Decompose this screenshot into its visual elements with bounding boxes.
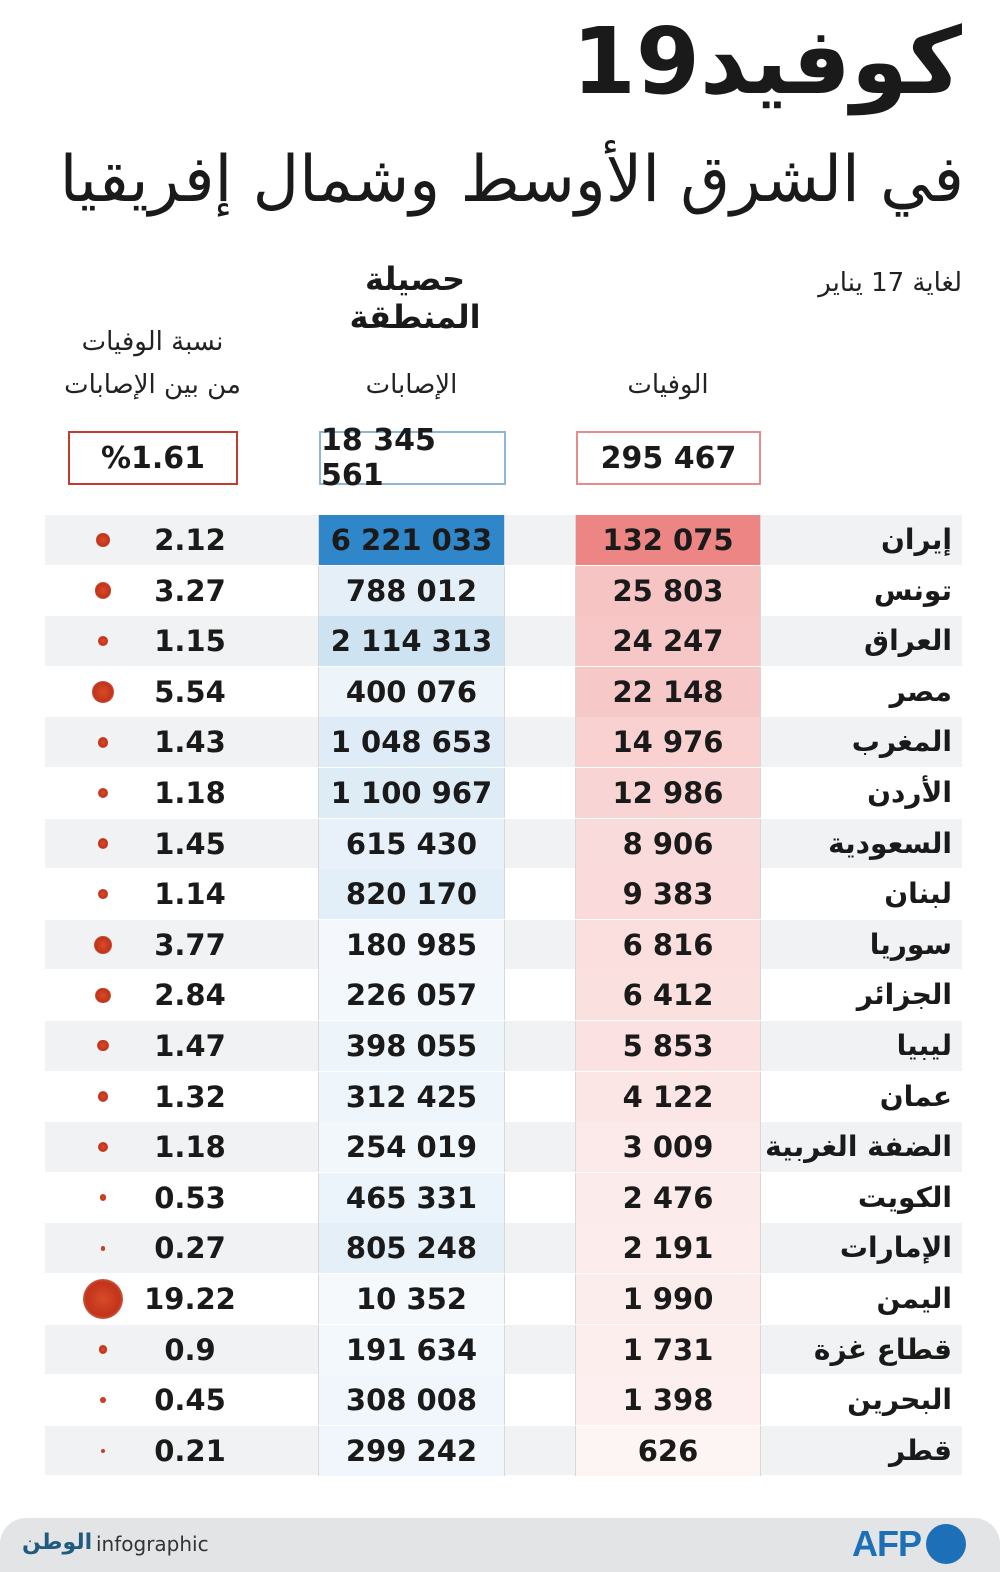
- deaths-value: 4 122: [575, 1072, 761, 1122]
- table-row: [45, 768, 962, 819]
- table-row: [45, 1325, 962, 1376]
- country-name: السعودية: [828, 826, 952, 860]
- country-name: البحرين: [847, 1383, 952, 1417]
- death-rate-dot: [95, 988, 110, 1003]
- cases-value: 226 057: [318, 970, 505, 1020]
- death-rate-dot: [101, 1246, 106, 1251]
- total-cases: 18 345 561: [319, 431, 506, 485]
- death-rate-dot-wrap: [75, 616, 131, 666]
- cases-value: 465 331: [318, 1173, 505, 1223]
- country-name: اليمن: [876, 1281, 952, 1315]
- death-rate-dot-wrap: [75, 1325, 131, 1375]
- death-rate-dot-wrap: [75, 1173, 131, 1223]
- page-subtitle: في الشرق الأوسط وشمال إفريقيا: [59, 143, 964, 217]
- cases-value: 254 019: [318, 1122, 505, 1172]
- table-row: [45, 1122, 962, 1173]
- death-rate-dot-wrap: [75, 717, 131, 767]
- death-rate-dot: [94, 936, 112, 954]
- death-rate-value: 1.15: [154, 624, 226, 659]
- death-rate-dot: [100, 1194, 107, 1201]
- death-rate-dot: [98, 889, 108, 899]
- table-row: [45, 667, 962, 718]
- country-name: إيران: [880, 523, 952, 556]
- death-rate-dot-wrap: [75, 920, 131, 970]
- country-name: الكويت: [857, 1180, 952, 1214]
- death-rate-dot: [98, 838, 109, 849]
- death-rate-dot: [97, 1040, 108, 1051]
- table-row: [45, 1274, 962, 1325]
- brand-tag: infographic: [96, 1532, 209, 1556]
- country-name: قطر: [888, 1433, 952, 1467]
- country-name: الإمارات: [839, 1231, 952, 1265]
- cases-value: 1 100 967: [318, 768, 505, 818]
- cases-value: 398 055: [318, 1021, 505, 1071]
- death-rate-value: 1.43: [154, 725, 226, 760]
- death-rate-dot: [98, 636, 108, 646]
- total-death-rate: %1.61: [68, 431, 238, 485]
- table-row: [45, 920, 962, 971]
- death-rate-dot-wrap: [75, 515, 131, 565]
- death-rate-dot: [100, 1397, 106, 1403]
- death-rate-value: 1.14: [154, 877, 226, 912]
- deaths-value: 8 906: [575, 819, 761, 869]
- deaths-column-header: الوفيات: [627, 370, 709, 400]
- cases-value: 820 170: [318, 869, 505, 919]
- deaths-value: 5 853: [575, 1021, 761, 1071]
- cases-value: 788 012: [318, 566, 505, 616]
- deaths-value: 6 816: [575, 920, 761, 970]
- rate-column-header-line2: من بين الإصابات: [64, 370, 241, 400]
- country-name: الأردن: [867, 775, 952, 809]
- deaths-value: 132 075: [575, 515, 761, 565]
- region-total-label: حصيلة المنطقة: [349, 260, 481, 336]
- death-rate-dot: [83, 1279, 123, 1319]
- table-row: [45, 1021, 962, 1072]
- country-name: لبنان: [884, 877, 952, 911]
- cases-value: 400 076: [318, 667, 505, 717]
- death-rate-dot-wrap: [75, 1072, 131, 1122]
- country-name: الجزائر: [856, 978, 952, 1012]
- deaths-value: 1 731: [575, 1325, 761, 1375]
- death-rate-dot: [101, 1449, 105, 1453]
- table-row: [45, 819, 962, 870]
- deaths-value: 12 986: [575, 768, 761, 818]
- cases-value: 10 352: [318, 1274, 505, 1324]
- table-row: [45, 566, 962, 617]
- death-rate-dot-wrap: [75, 1426, 131, 1476]
- table-row: [45, 1375, 962, 1426]
- cases-value: 805 248: [318, 1223, 505, 1273]
- deaths-value: 6 412: [575, 970, 761, 1020]
- country-name: المغرب: [851, 725, 952, 759]
- country-name: تونس: [873, 573, 952, 607]
- table-row: [45, 970, 962, 1021]
- table-row: [45, 869, 962, 920]
- death-rate-dot: [96, 533, 109, 546]
- death-rate-dot-wrap: [75, 1122, 131, 1172]
- table-row: [45, 1072, 962, 1123]
- page-title: كوفيد19: [571, 8, 962, 115]
- death-rate-value: 3.27: [154, 573, 226, 608]
- deaths-value: 1 990: [575, 1274, 761, 1324]
- country-name: قطاع غزة: [813, 1332, 952, 1366]
- death-rate-value: 19.22: [144, 1281, 236, 1316]
- death-rate-dot: [98, 788, 108, 798]
- death-rate-dot: [95, 582, 111, 598]
- country-name: الضفة الغربية: [765, 1130, 952, 1164]
- as-of-date: لغاية 17 يناير: [818, 268, 962, 298]
- cases-value: 6 221 033: [318, 515, 505, 565]
- death-rate-value: 5.54: [154, 674, 226, 709]
- cases-column-header: الإصابات: [365, 370, 458, 400]
- deaths-value: 9 383: [575, 869, 761, 919]
- death-rate-dot-wrap: [75, 970, 131, 1020]
- deaths-value: 2 191: [575, 1223, 761, 1273]
- deaths-value: 1 398: [575, 1375, 761, 1425]
- deaths-value: 22 148: [575, 667, 761, 717]
- death-rate-value: 0.9: [164, 1332, 216, 1367]
- death-rate-value: 1.18: [154, 1130, 226, 1165]
- death-rate-value: 3.77: [154, 927, 226, 962]
- data-table: [45, 515, 962, 1476]
- deaths-value: 2 476: [575, 1173, 761, 1223]
- country-name: مصر: [889, 674, 952, 708]
- country-name: ليبيا: [896, 1028, 952, 1062]
- cases-value: 191 634: [318, 1325, 505, 1375]
- table-row: [45, 717, 962, 768]
- country-name: سوريا: [869, 927, 952, 961]
- death-rate-dot-wrap: [75, 768, 131, 818]
- death-rate-dot-wrap: [75, 667, 131, 717]
- afp-logo-circle: [926, 1524, 966, 1564]
- table-row: [45, 1223, 962, 1274]
- death-rate-dot: [98, 737, 109, 748]
- death-rate-value: 1.45: [154, 826, 226, 861]
- footer: [0, 1518, 1000, 1572]
- table-row: [45, 616, 962, 667]
- death-rate-dot-wrap: [75, 1021, 131, 1071]
- death-rate-value: 1.47: [154, 1028, 226, 1063]
- total-deaths: 295 467: [576, 431, 761, 485]
- country-name: العراق: [864, 624, 952, 658]
- cases-value: 308 008: [318, 1375, 505, 1425]
- death-rate-value: 0.53: [154, 1180, 226, 1215]
- death-rate-value: 2.84: [154, 978, 226, 1013]
- cases-value: 1 048 653: [318, 717, 505, 767]
- afp-logo: AFP: [852, 1523, 921, 1564]
- brand-logo: الوطن: [22, 1530, 93, 1555]
- death-rate-dot-wrap: [75, 819, 131, 869]
- death-rate-value: 2.12: [154, 523, 226, 557]
- country-name: عمان: [879, 1079, 952, 1113]
- death-rate-value: 0.27: [154, 1231, 226, 1266]
- table-row: [45, 1426, 962, 1477]
- death-rate-dot-wrap: [75, 566, 131, 616]
- cases-value: 299 242: [318, 1426, 505, 1476]
- death-rate-dot-wrap: [75, 869, 131, 919]
- cases-value: 615 430: [318, 819, 505, 869]
- death-rate-value: 1.18: [154, 775, 226, 810]
- death-rate-value: 0.45: [154, 1383, 226, 1418]
- death-rate-dot: [92, 681, 113, 702]
- death-rate-dot-wrap: [75, 1223, 131, 1273]
- death-rate-dot: [99, 1345, 108, 1354]
- cases-value: 2 114 313: [318, 616, 505, 666]
- deaths-value: 24 247: [575, 616, 761, 666]
- rate-column-header-line1: نسبة الوفيات: [81, 327, 224, 357]
- cases-value: 180 985: [318, 920, 505, 970]
- deaths-value: 25 803: [575, 566, 761, 616]
- deaths-value: 14 976: [575, 717, 761, 767]
- death-rate-value: 0.21: [154, 1433, 226, 1468]
- death-rate-dot-wrap: [75, 1274, 131, 1324]
- deaths-value: 3 009: [575, 1122, 761, 1172]
- cases-value: 312 425: [318, 1072, 505, 1122]
- death-rate-value: 1.32: [154, 1079, 226, 1114]
- table-row: [45, 1173, 962, 1224]
- death-rate-dot: [98, 1142, 108, 1152]
- table-row: [45, 515, 962, 566]
- death-rate-dot-wrap: [75, 1375, 131, 1425]
- deaths-value: 626: [575, 1426, 761, 1476]
- death-rate-dot: [98, 1091, 108, 1101]
